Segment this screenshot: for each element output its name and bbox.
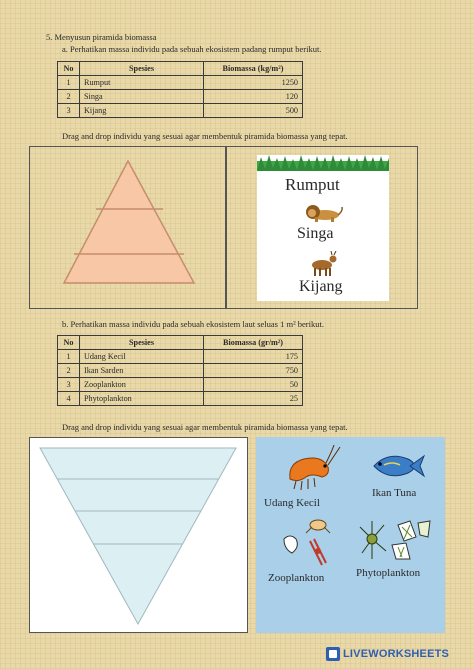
cell-species: Phytoplankton [80, 392, 204, 406]
pyramid-b-svg [30, 438, 249, 634]
card-rumput[interactable] [257, 155, 389, 199]
shrimp-icon [282, 445, 342, 491]
pyramid-b-slot-2[interactable] [76, 480, 200, 510]
card-kijang[interactable] [257, 251, 389, 301]
cell-biomass: 750 [204, 364, 303, 378]
table-header-row [58, 336, 303, 350]
table-row [58, 104, 303, 118]
card-zooplankton-label: Zooplankton [268, 572, 325, 584]
cards-b-panel [256, 437, 445, 633]
cell-biomass: 1250 [204, 76, 303, 90]
card-singa[interactable] [257, 201, 389, 249]
card-phytoplankton[interactable] [352, 515, 442, 585]
pyramid-b-slot-4[interactable] [108, 545, 168, 585]
table-row [58, 392, 303, 406]
cell-biomass: 25 [204, 392, 303, 406]
pyramid-a-slot-bottom[interactable] [75, 255, 183, 282]
grass-icon [257, 155, 389, 171]
lion-icon [303, 203, 343, 223]
zooplankton-icon [274, 519, 344, 567]
col-species: Spesies [80, 62, 204, 76]
pyramid-a-drop-area[interactable] [29, 146, 226, 309]
liveworksheets-logo-icon [326, 647, 340, 661]
card-ikan-tuna-label: Ikan Tuna [372, 487, 417, 499]
card-kijang-label: Kijang [299, 278, 343, 295]
table-row [58, 350, 303, 364]
card-phytoplankton-label: Phytoplankton [356, 567, 421, 579]
card-rumput-label: Rumput [285, 175, 340, 194]
cell-no: 3 [58, 378, 80, 392]
cell-biomass: 175 [204, 350, 303, 364]
section-title: 5. Menyusun piramida biomassa [46, 32, 157, 42]
card-zooplankton[interactable] [262, 517, 352, 587]
cell-species: Singa [80, 90, 204, 104]
col-biomass: Biomassa (gr/m²) [204, 336, 303, 350]
card-udang-kecil[interactable] [260, 443, 348, 511]
pyramid-a-svg [30, 147, 227, 310]
part-a-intro: a. Perhatikan massa individu pada sebuah ekosistem padang rumput berikut. [62, 44, 322, 54]
part-a-instruction: Drag and drop individu yang sesuai agar membentuk piramida biomassa yang tepat. [62, 131, 348, 141]
part-b-intro: b. Perhatikan massa individu pada sebuah ekosistem laut seluas 1 m² berikut. [62, 319, 324, 329]
col-no: No [58, 336, 80, 350]
cards-a-area [226, 146, 418, 309]
table-row [58, 364, 303, 378]
fish-icon [370, 451, 426, 481]
cell-biomass: 500 [204, 104, 303, 118]
card-singa-label: Singa [297, 225, 334, 242]
pyramid-b-slot-3[interactable] [94, 512, 182, 543]
cell-no: 1 [58, 350, 80, 364]
cell-biomass: 50 [204, 378, 303, 392]
col-species: Spesies [80, 336, 204, 350]
card-ikan-tuna[interactable] [356, 443, 442, 499]
pyramid-b-slot-1[interactable] [58, 449, 218, 478]
table-row [58, 378, 303, 392]
table-row [58, 90, 303, 104]
cell-species: Zooplankton [80, 378, 204, 392]
pyramid-b-drop-area[interactable] [29, 437, 248, 633]
footer-logo[interactable] [326, 645, 449, 663]
table-header-row [58, 62, 303, 76]
card-udang-kecil-label: Udang Kecil [264, 497, 320, 509]
phytoplankton-icon [358, 517, 434, 561]
cell-species: Ikan Sarden [80, 364, 204, 378]
col-no: No [58, 62, 80, 76]
cell-no: 2 [58, 364, 80, 378]
logo-text: LIVEWORKSHEETS [343, 648, 450, 660]
cell-no: 2 [58, 90, 80, 104]
cell-species: Rumput [80, 76, 204, 90]
cell-no: 4 [58, 392, 80, 406]
cell-no: 1 [58, 76, 80, 90]
table-a [57, 61, 303, 118]
cell-species: Udang Kecil [80, 350, 204, 364]
part-b-instruction: Drag and drop individu yang sesuai agar membentuk piramida biomassa yang tepat. [62, 422, 348, 432]
pyramid-a-slot-middle[interactable] [87, 210, 171, 253]
deer-icon [309, 251, 339, 277]
cell-biomass: 120 [204, 90, 303, 104]
table-row [58, 76, 303, 90]
cell-no: 3 [58, 104, 80, 118]
table-b [57, 335, 303, 406]
cards-a-panel [257, 155, 389, 301]
col-biomass: Biomassa (kg/m²) [204, 62, 303, 76]
pyramid-a-slot-top[interactable] [97, 173, 159, 207]
cell-species: Kijang [80, 104, 204, 118]
